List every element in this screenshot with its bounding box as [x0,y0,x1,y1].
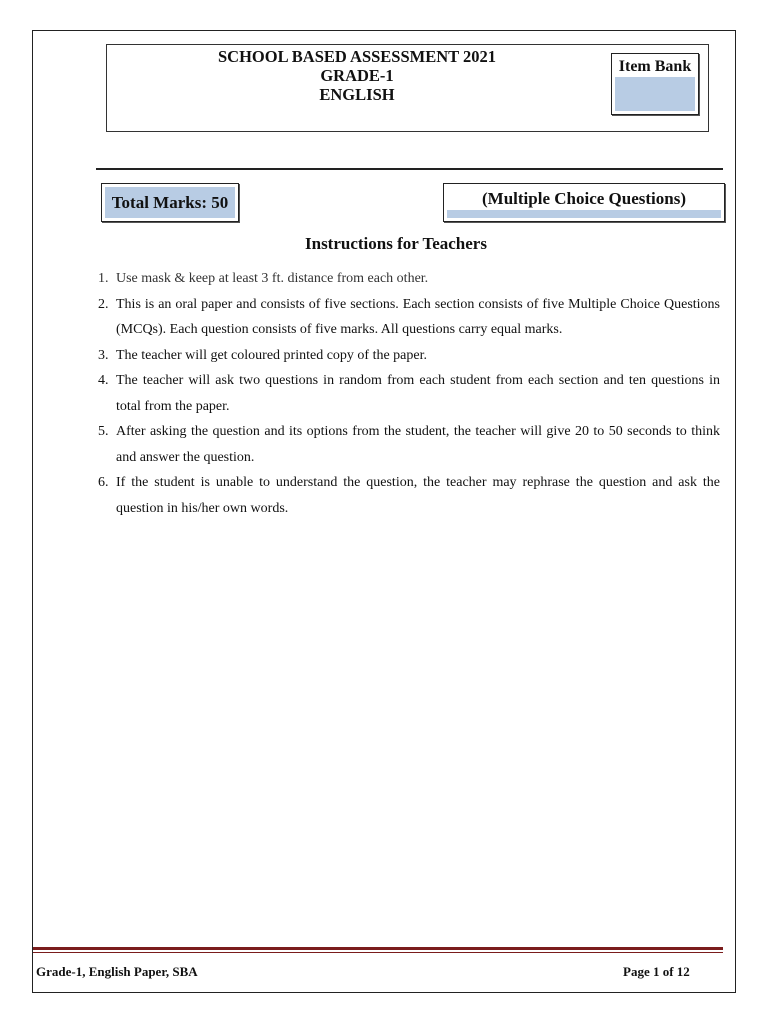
list-item [88,343,720,369]
item-number: 1. [98,271,109,286]
item-text: If the student is unable to understand the question, the teacher may rephrase the question and ask the question in his/her own words. [116,475,720,516]
list-item [88,419,720,470]
item-number: 3. [98,347,109,363]
header-divider [96,168,723,170]
item-text: The teacher will ask two questions in random from each student from each section and ten questions in total from the paper. [116,373,720,414]
item-bank-badge [611,53,699,115]
total-marks-label: Total Marks: 50 [105,187,235,218]
list-item [88,368,720,419]
total-marks-box [101,183,239,222]
list-item [88,266,720,292]
item-number: 5. [98,424,109,439]
item-number: 2. [98,296,109,312]
item-text: Use mask & keep at least 3 ft. distance from each other. [116,271,429,286]
list-item [88,292,720,343]
instructions-title: Instructions for Teachers [305,234,487,253]
item-text: This is an oral paper and consists of five sections. Each section consists of five Multiple Choice Questions (MCQs). Each question consists of five marks. All questions carry equal marks. [116,296,720,337]
item-bank-label: Item Bank [615,57,695,77]
footer-rule-thin [33,952,723,953]
question-type-label: (Multiple Choice Questions) [447,187,721,210]
footer-rule-thick [33,947,723,950]
subject-title: ENGLISH [319,85,395,104]
header-title [107,47,607,104]
page-number: Page 1 of 12 [623,964,690,979]
item-text: After asking the question and its options from the student, the teacher will give 20 to 50 seconds to think and answer the question. [116,424,720,465]
item-number: 6. [98,475,109,490]
question-type-box [443,183,725,222]
assessment-title: SCHOOL BASED ASSESSMENT 2021 [217,47,496,66]
footer-paper-label: Grade-1, English Paper, SBA [36,964,198,979]
list-item [88,470,720,521]
instructions-list [88,266,720,521]
grade-title: GRADE-1 [320,66,394,85]
item-number: 4. [98,373,109,388]
header-box [106,44,709,132]
item-text: The teacher will get coloured printed copy of the paper. [116,347,427,363]
